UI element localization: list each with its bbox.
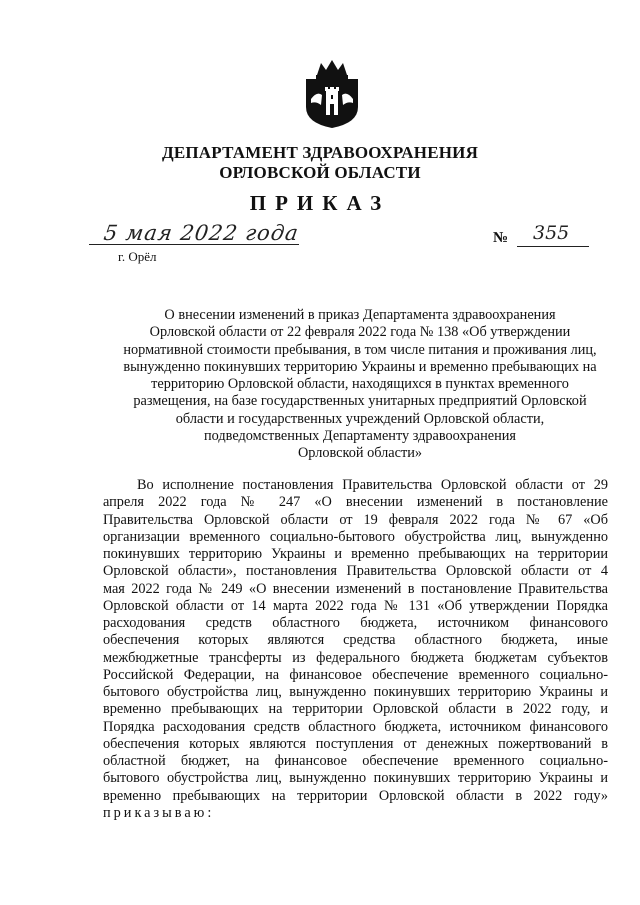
body-line: временно пребывающих на территории Орловской области в 2022 году» — [103, 787, 608, 804]
body-line: Во исполнение постановления Правительства Орловской области от 29 — [137, 477, 608, 493]
body-line: обеспечения которых являются поступления от денежных пожертвований в — [103, 735, 608, 752]
title-line: О внесении изменений в приказ Департамента здравоохранения — [164, 307, 556, 323]
body-line: бытового обустройства лиц, вынужденно покинувших территорию Украины и — [103, 770, 608, 787]
department-name-line2: ОРЛОВСКОЙ ОБЛАСТИ — [219, 163, 421, 182]
body-line: областной бюджет, на финансовое обеспечение временного социально- — [103, 753, 608, 769]
handwritten-date: 5 мая 2022 года — [102, 221, 301, 245]
title-line: нормативной стоимости пребывания, в том числе питания и проживания лиц, — [123, 341, 597, 358]
title-line: подведомственных Департаменту здравоохранения — [203, 428, 516, 445]
order-body — [103, 477, 608, 822]
title-line: области и государственных учреждений Орловской области, — [175, 410, 545, 427]
body-line-order-verb: приказываю: — [103, 804, 215, 821]
body-line: Порядка расходования средств областного бюджета, источником финансового — [103, 718, 608, 735]
body-line: Орловской области от 14 марта 2022 года № 131 «Об утверждении Порядка — [103, 597, 608, 614]
title-line: Орловской области от 22 февраля 2022 года № 138 «Об утверждении — [149, 324, 571, 341]
document-type: ПРИКАЗ — [249, 191, 391, 215]
body-line: Российской Федерации, на финансовое обеспечение временного социально- — [103, 666, 608, 683]
body-line: временно пребывающих на территории Орловской области в 2022 году, и — [103, 701, 608, 718]
body-line: бытового обустройства лиц, вынужденно покинувших территорию Украины и — [103, 684, 608, 700]
body-line: апреля 2022 года № 247 «О внесении изменений в постановление — [103, 494, 608, 511]
city-label: г. Орёл — [118, 249, 157, 264]
title-line: размещения, на базе государственных унитарных предприятий Орловской — [133, 393, 587, 410]
title-line: Орловской области» — [297, 445, 423, 462]
coat-of-arms-icon — [297, 57, 367, 129]
number-label: № — [493, 230, 509, 246]
body-line: обеспечения которых являются средства областного бюджета, иные — [103, 632, 608, 649]
title-line: территорию Орловской области, находящихся в пунктах временного — [151, 376, 569, 393]
handwritten-number: 355 — [533, 222, 570, 244]
body-line: межбюджетные трансферты из федерального бюджета бюджетам субъектов — [103, 649, 608, 666]
body-line: организации временного социально-бытового обустройства лиц, вынужденно — [103, 528, 608, 545]
body-line: мая 2022 года № 249 «О внесении изменений в постановление Правительства — [103, 580, 608, 597]
body-line: Орловской области», постановления Правительства Орловской области от 4 — [103, 563, 608, 580]
body-line: Правительства Орловской области от 19 февраля 2022 года № 67 «Об — [103, 511, 608, 528]
department-name-line1: ДЕПАРТАМЕНТ ЗДРАВООХРАНЕНИЯ — [161, 143, 479, 162]
body-line: расходования средств областного бюджета, источником финансового — [103, 615, 608, 631]
order-title — [100, 307, 620, 463]
number-underline — [517, 246, 589, 247]
title-line: вынужденно покинувших территорию Украины и временно пребывающих на — [123, 358, 597, 375]
body-line: покинувших территорию Украины и временно пребывающих на территории — [103, 546, 608, 562]
